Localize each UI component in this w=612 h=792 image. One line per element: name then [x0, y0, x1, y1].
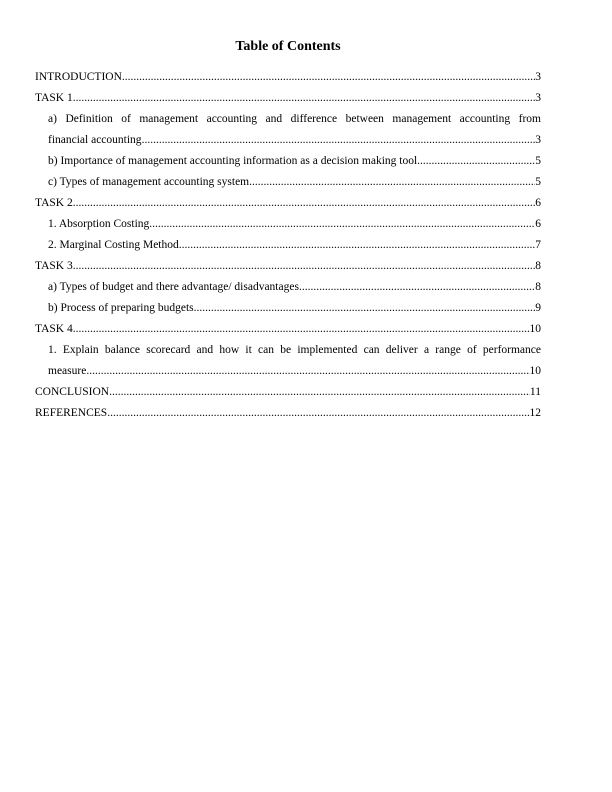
dot-leader — [249, 172, 535, 193]
toc-entry-label: b) Process of preparing budgets — [48, 302, 194, 314]
toc-entry-label-line-2: financial accounting — [48, 134, 142, 146]
toc-entry-label: TASK 1 — [35, 92, 73, 104]
toc-page-number: 9 — [535, 302, 541, 314]
toc-page-number: 10 — [529, 365, 541, 377]
toc-entry-task-1-a[interactable] — [35, 109, 541, 151]
toc-page-number: 5 — [535, 176, 541, 188]
toc-entry-task-4-1[interactable] — [35, 340, 541, 382]
toc-page-number: 8 — [535, 260, 541, 272]
toc-entry-task-1-c[interactable] — [35, 172, 541, 193]
toc-entry-task-1[interactable] — [35, 88, 541, 109]
toc-entry-label: a) Types of budget and there advantage/ disadvantages — [48, 281, 299, 293]
dot-leader — [417, 151, 535, 172]
dot-leader — [122, 67, 535, 88]
toc-entry-label: INTRODUCTION — [35, 71, 122, 83]
toc-page-number: 10 — [529, 323, 541, 335]
toc-entry-label: REFERENCES — [35, 407, 108, 419]
dot-leader — [73, 319, 530, 340]
toc-page-number: 5 — [535, 155, 541, 167]
dot-leader — [73, 88, 536, 109]
toc-page-number: 3 — [535, 134, 541, 146]
toc-page-number: 11 — [529, 386, 541, 398]
toc-entry-label-line-1: 1. Explain balance scorecard and how it can be implemented can deliver a range of performance — [48, 344, 541, 356]
toc-entry-task-3-b[interactable] — [35, 298, 541, 319]
dot-leader — [194, 298, 536, 319]
toc-entry-task-3-a[interactable] — [35, 277, 541, 298]
table-of-contents — [35, 67, 541, 424]
toc-entry-introduction[interactable] — [35, 67, 541, 88]
toc-entry-task-4[interactable] — [35, 319, 541, 340]
toc-entry-label: TASK 3 — [35, 260, 73, 272]
toc-entry-label: 2. Marginal Costing Method — [48, 239, 179, 251]
toc-entry-task-2[interactable] — [35, 193, 541, 214]
dot-leader — [109, 382, 530, 403]
toc-title: Table of Contents — [235, 39, 341, 54]
dot-leader — [299, 277, 535, 298]
toc-page-number: 7 — [535, 239, 541, 251]
toc-entry-task-3[interactable] — [35, 256, 541, 277]
toc-entry-label: TASK 2 — [35, 197, 73, 209]
toc-entry-references[interactable] — [35, 403, 541, 424]
toc-page-number: 6 — [535, 218, 541, 230]
dot-leader — [179, 235, 535, 256]
toc-entry-label: CONCLUSION — [35, 386, 110, 398]
dot-leader — [73, 193, 536, 214]
dot-leader — [149, 214, 535, 235]
toc-entry-task-1-b[interactable] — [35, 151, 541, 172]
toc-entry-conclusion[interactable] — [35, 382, 541, 403]
dot-leader — [86, 361, 529, 382]
dot-leader — [107, 403, 529, 424]
toc-entry-task-2-1[interactable] — [35, 214, 541, 235]
toc-page-number: 3 — [535, 71, 541, 83]
toc-entry-label: TASK 4 — [35, 323, 73, 335]
toc-entry-label: b) Importance of management accounting information as a decision making tool — [48, 155, 418, 167]
toc-entry-label: 1. Absorption Costing — [48, 218, 150, 230]
toc-entry-label-line-1: a) Definition of management accounting and difference between management accounting from — [48, 113, 541, 125]
toc-page-number: 3 — [535, 92, 541, 104]
toc-entry-label-line-2: measure — [48, 365, 87, 377]
dot-leader — [73, 256, 536, 277]
toc-page-number: 12 — [529, 407, 541, 419]
toc-page-number: 8 — [535, 281, 541, 293]
dot-leader — [142, 130, 536, 151]
toc-page-number: 6 — [535, 197, 541, 209]
toc-entry-task-2-2[interactable] — [35, 235, 541, 256]
toc-entry-label: c) Types of management accounting system — [48, 176, 250, 188]
